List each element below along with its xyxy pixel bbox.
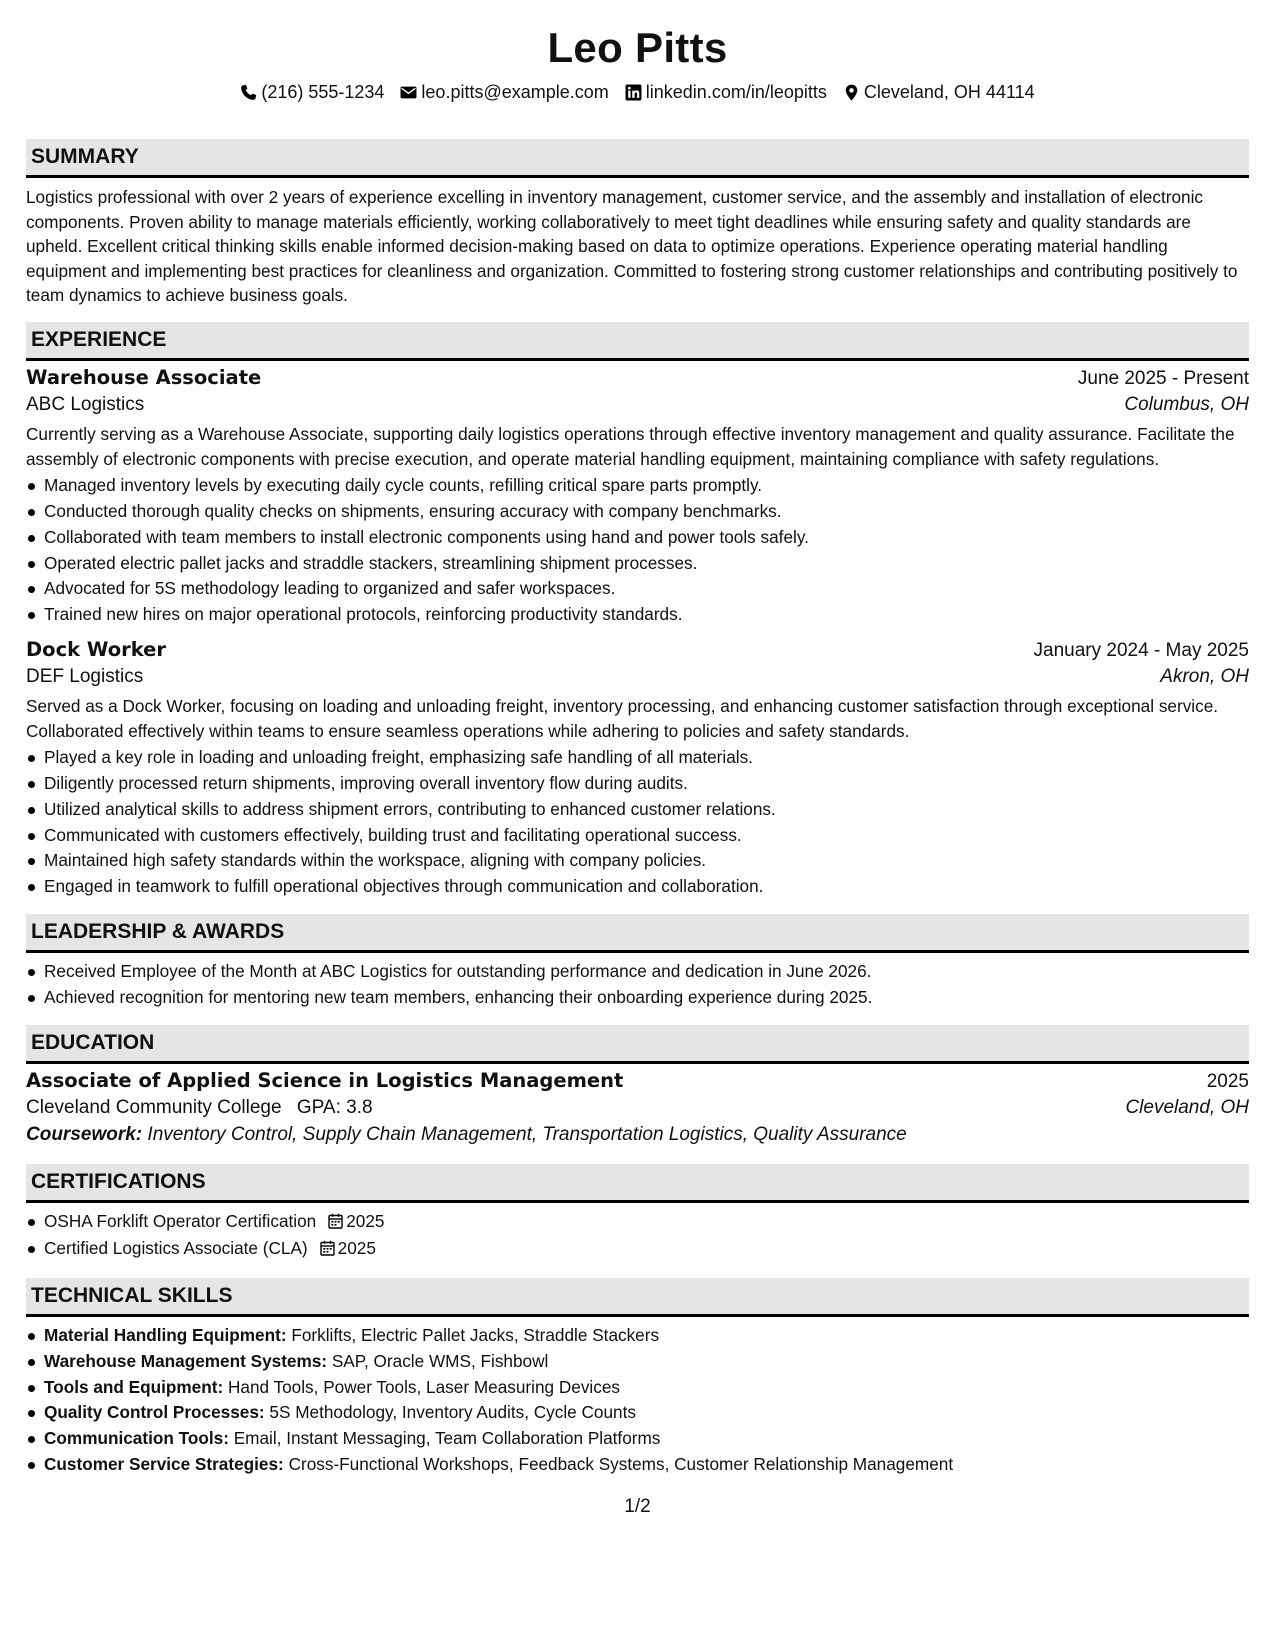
leadership-heading: LEADERSHIP & AWARDS [26,914,1249,953]
phone-icon [240,84,257,101]
list-item: Communicated with customers effectively, building trust and facilitating operational success. [26,823,1249,849]
certification-year: 2025 [337,1238,376,1259]
linkedin-url: linkedin.com/in/leopitts [645,81,827,102]
contact-email [400,82,608,103]
list-item: Maintained high safety standards within the workspace, aligning with company policies. [26,848,1249,874]
job-bullets [26,745,1249,900]
graduation-year: 2025 [1206,1070,1249,1092]
list-item [26,1349,1249,1375]
email-address: leo.pitts@example.com [421,81,609,102]
job-company: ABC Logistics [26,393,145,415]
job-entry [26,638,1249,900]
list-item: Managed inventory levels by executing daily cycle counts, refilling critical spare parts promptly. [26,473,1249,499]
certification-year: 2025 [346,1210,385,1231]
skill-value: Hand Tools, Power Tools, Laser Measuring Devices [227,1376,620,1397]
list-item: Received Employee of the Month at ABC Logistics for outstanding performance and dedication in June 2026. [26,959,1249,985]
degree-row [26,1069,1249,1093]
calendar-icon [328,1211,343,1237]
degree-title: Associate of Applied Science in Logistics Management [26,1068,624,1092]
gpa: GPA: 3.8 [296,1096,373,1118]
phone-number: (216) 555-1234 [261,81,385,102]
contact-bar [26,79,1249,105]
skill-label: Warehouse Management Systems: [44,1350,328,1371]
education-entry [26,1069,1249,1146]
job-location: Akron, OH [1160,665,1249,687]
certification-name: OSHA Forklift Operator Certification [44,1210,317,1231]
job-entry [26,366,1249,628]
list-item: Collaborated with team members to install electronic components using hand and power tools safely. [26,525,1249,551]
page-number: 1/2 [624,1496,651,1517]
job-description: Served as a Dock Worker, focusing on loading and unloading freight, inventory processing, and enhancing customer satisfaction through exceptional service. Collaborated effectively within teams to ensure seamless operations while adhering to policies and safety standards. [26,695,1219,741]
certifications-list [26,1209,1249,1265]
skill-label: Communication Tools: [44,1428,229,1449]
skill-label: Quality Control Processes: [44,1402,265,1423]
contact-linkedin [625,82,827,103]
job-dates: January 2024 - May 2025 [1033,639,1249,661]
list-item: Advocated for 5S methodology leading to organized and safer workspaces. [26,576,1249,602]
skill-label: Tools and Equipment: [44,1376,224,1397]
calendar-icon [320,1238,335,1264]
envelope-icon [400,84,417,101]
summary-text: Logistics professional with over 2 years of experience excelling in inventory management, customer service, and the assembly and installation of electronic components. Proven ability to manage materials efficiently, working collaboratively to meet tight deadlines while ensuring safety and quality standards are upheld. Excellent critical thinking skills enable informed decision-making based on data to optimize operations. Experience operating material handling equipment and implementing best practices for cleanliness and organization. Committed to fostering strong customer relationships and contributing positively to team dynamics to achieve business goals. [26,187,1238,306]
linkedin-icon [625,84,642,101]
job-dates: June 2025 - Present [1077,367,1249,389]
map-pin-icon [843,84,860,101]
list-item [26,1452,1249,1478]
location-text: Cleveland, OH 44114 [863,81,1035,102]
list-item [26,1426,1249,1452]
skill-value: Cross-Functional Workshops, Feedback Systems, Customer Relationship Management [288,1454,954,1475]
experience-heading: EXPERIENCE [26,322,1249,361]
skill-value: SAP, Oracle WMS, Fishbowl [331,1350,549,1371]
skill-label: Material Handling Equipment: [44,1325,287,1346]
certifications-heading: CERTIFICATIONS [26,1164,1249,1203]
skill-value: Email, Instant Messaging, Team Collaboration Platforms [233,1428,661,1449]
school-row [26,1097,1249,1119]
leadership-list [26,959,1249,1011]
contact-location [843,82,1035,103]
list-item [26,1236,1249,1264]
list-item: Conducted thorough quality checks on shipments, ensuring accuracy with company benchmarks. [26,499,1249,525]
summary-heading: SUMMARY [26,139,1249,178]
job-description: Currently serving as a Warehouse Associate, supporting daily logistics operations through effective inventory management and quality assurance. Facilitate the assembly of electronic components with precise execution, and operate material handling equipment, maintaining compliance with safety regulations. [26,423,1235,469]
skills-heading: TECHNICAL SKILLS [26,1278,1249,1317]
job-header-row [26,366,1249,390]
list-item [26,1209,1249,1237]
candidate-name: Leo Pitts [547,24,728,71]
job-bullets [26,473,1249,628]
coursework-list: Inventory Control, Supply Chain Management, Transportation Logistics, Quality Assurance [147,1123,907,1145]
list-item [26,1400,1249,1426]
job-header-row [26,638,1249,662]
job-title: Dock Worker [26,637,167,661]
list-item [26,1323,1249,1349]
school-name: Cleveland Community College [26,1096,282,1118]
skill-value: 5S Methodology, Inventory Audits, Cycle Counts [269,1402,636,1423]
list-item: Engaged in teamwork to fulfill operational objectives through communication and collaboration. [26,874,1249,900]
list-item: Trained new hires on major operational protocols, reinforcing productivity standards. [26,602,1249,628]
education-heading: EDUCATION [26,1025,1249,1064]
job-location: Columbus, OH [1124,393,1249,415]
list-item: Operated electric pallet jacks and straddle stackers, streamlining shipment processes. [26,551,1249,577]
certification-name: Certified Logistics Associate (CLA) [44,1238,308,1259]
list-item [26,1375,1249,1401]
list-item: Achieved recognition for mentoring new team members, enhancing their onboarding experience during 2025. [26,985,1249,1011]
list-item: Diligently processed return shipments, improving overall inventory flow during audits. [26,771,1249,797]
skill-label: Customer Service Strategies: [44,1454,284,1475]
school-location: Cleveland, OH [1125,1096,1249,1118]
coursework [26,1124,1249,1146]
school-info [26,1097,373,1119]
skill-value: Forklifts, Electric Pallet Jacks, Straddle Stackers [291,1325,660,1346]
job-company: DEF Logistics [26,665,144,687]
contact-phone [240,82,384,103]
job-company-row [26,394,1249,416]
skills-list [26,1323,1249,1478]
job-title: Warehouse Associate [26,365,262,389]
job-company-row [26,666,1249,688]
list-item: Utilized analytical skills to address shipment errors, contributing to enhanced customer relations. [26,797,1249,823]
coursework-label: Coursework: [26,1123,143,1145]
list-item: Played a key role in loading and unloading freight, emphasizing safe handling of all materials. [26,745,1249,771]
